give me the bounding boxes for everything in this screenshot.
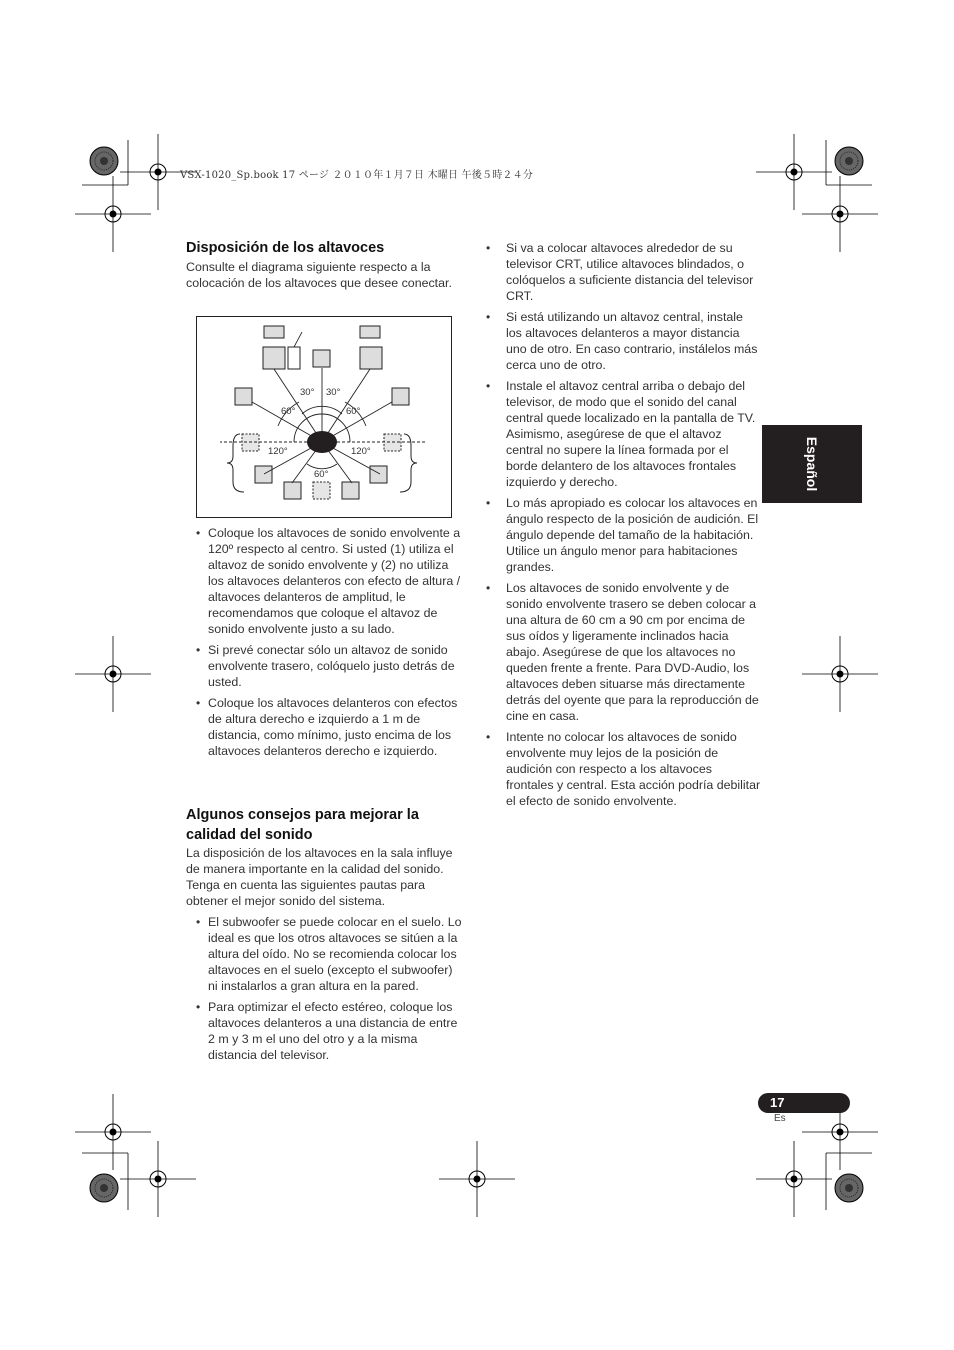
print-file-info: VSX-1020_Sp.book 17 ページ ２０１０年１月７日 木曜日 午後５時２４分 [180,170,534,181]
angle-label-30-left: 30° [300,387,315,398]
list-item: • Si va a colocar altavoces alrededor de su televisor CRT, utilice altavoces blindados, o colóquelos a suficiente distancia del televisor CRT. [486,240,762,304]
surround-back-center-speaker [313,482,330,499]
list-item: • Intente no colocar los altavoces de sonido envolvente muy lejos de la posición de audición con respecto a los altavoces frontales y central. Esta acción podría debilitar el efecto de sonido envolvente. [486,729,762,809]
section-title-speaker-placement: Disposición de los altavoces [186,240,385,256]
section-intro-speaker-placement: Consulte el diagrama siguiente respecto a la colocación de los altavoces que desee conectar. [186,260,452,290]
surround-back-left-speaker [284,482,301,499]
front-wide-speaker-left [288,347,300,369]
front-height-right-speaker [360,326,380,338]
angle-label-60-right: 60° [346,406,361,417]
listener-position [307,431,337,453]
angle-label-30-right: 30° [326,387,341,398]
sound-tips-bullets [186,914,462,1068]
surround-right-speaker [370,466,387,483]
list-item: • El subwoofer se puede colocar en el suelo. Lo ideal es que los otros altavoces se sitúen a la altura del oído. No se recomienda colocar los altavoces en el suelo (excepto el subwoofer) ni instalarlos a gran altura en la pared. [186,914,462,994]
front-height-left-speaker [264,326,284,338]
front-wide-right-speaker [392,388,409,405]
list-item: • Lo más apropiado es colocar los altavoces en ángulo respecto de la posición de audición. El ángulo depende del tamaño de la habitación. Utilice un ángulo menor para habitaciones grandes. [486,495,762,575]
angle-label-120-right: 120° [351,446,371,457]
surround-right-dashed-speaker [384,434,401,451]
list-item: • Coloque los altavoces delanteros con efectos de altura derecho e izquierdo a 1 m de distancia, como mínimo, justo encima de los altavoces delanteros derecho e izquierdo. [186,695,462,759]
list-item: • Si prevé conectar sólo un altavoz de sonido envolvente trasero, colóquelo justo detrás de usted. [186,642,462,690]
list-item: • Los altavoces de sonido envolvente y de sonido envolvente trasero se deben colocar a una altura de 60 cm a 90 cm por encima de sus oídos y ligeramente inclinados hacia abajo. Asegúrese de que los altavoces no queden frente a frente. Para DVD-Audio, los altavoces deben situarse más directamente detrás del oyente que para la reproducción de cine en casa. [486,580,762,724]
list-item: • Coloque los altavoces de sonido envolvente a 120º respecto al centro. Si usted (1) utiliza el altavoz de sonido envolvente y (2) no utiliza los altavoces delanteros con efecto de altura / altavoces delanteros de amplitud, le recomendamos que coloque el altavoz de sonido envolvente justo a su lado. [186,525,462,637]
front-left-speaker [263,347,285,369]
center-speaker [313,350,330,367]
speaker-placement-bullets [186,525,462,764]
angle-label-60-back: 60° [314,469,329,480]
language-tab [762,425,862,503]
list-item: • Para optimizar el efecto estéreo, coloque los altavoces delanteros a una distancia de entre 2 m y 3 m el uno del otro y a la misma distancia del televisor. [186,999,462,1063]
section-title-sound-tips: Algunos consejos para mejorar la calidad del sonido [186,807,419,843]
language-tab-label: Español [804,436,820,492]
speaker-layout-diagram [196,316,452,518]
surround-left-speaker [255,466,272,483]
section-intro-sound-tips: La disposición de los altavoces en la sala influye de manera importante en la calidad del sonido. Tenga en cuenta las siguientes pautas para obtener el mejor sonido del sistema. [186,846,453,908]
surround-back-right-speaker [342,482,359,499]
front-wide-left-speaker [235,388,252,405]
angle-label-120-left: 120° [268,446,288,457]
front-right-speaker [360,347,382,369]
list-item: • Instale el altavoz central arriba o debajo del televisor, de modo que el sonido del canal central quede localizado en la pantalla de TV. Asimismo, asegúrese de que el altavoz central no supere la línea formada por el borde delantero de los altavoces frontales izquierdo y derecho. [486,378,762,490]
list-item: • Si está utilizando un altavoz central, instale los altavoces delanteros a mayor distancia uno de otro. En caso contrario, instálelos más cerca uno de otro. [486,309,762,373]
angle-label-60-left: 60° [281,406,296,417]
right-column-bullets [486,240,762,814]
page-number-badge [758,1093,850,1113]
page-language-code: Es [774,1113,786,1124]
page-number: 17 [770,1095,785,1110]
surround-left-dashed-speaker [242,434,259,451]
